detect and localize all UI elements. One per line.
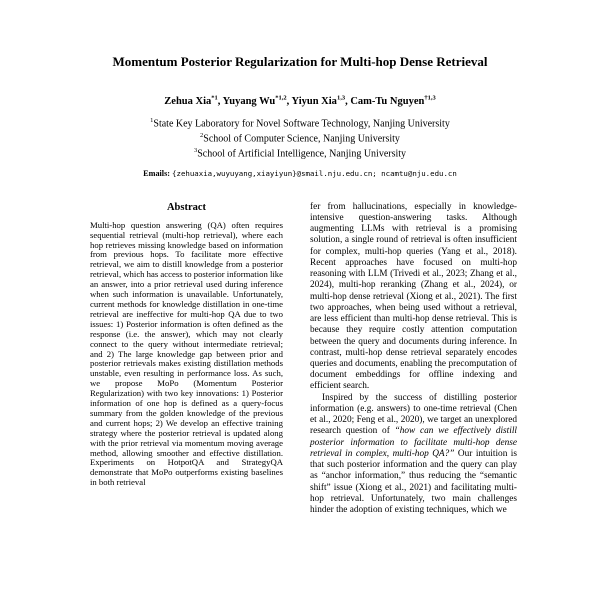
- right-column: [310, 202, 517, 517]
- emails-label: Emails:: [143, 168, 170, 178]
- research-question-italic: “how can we effectively distill posterior information to facilitate multi-hop dense retrieval in complex, multi-hop QA?”: [310, 426, 517, 459]
- abstract-text: Multi-hop question answering (QA) often requires sequential retrieval (multi-hop retrieval), where each hop retrieves missing knowledge based on information from previous hops. To facilitate more effective retrieval, we aim to distill knowledge from a posterior retrieval, which has access to posterior information like an answer, into a prior retrieval used during inference when such information is unavailable. Unfortunately, current methods for knowledge distillation in one-time retrieval are ineffective for multi-hop QA due to two issues: 1) Posterior information is often defined as the response (i.e. the answer), which may not clearly connect to the query without intermediate retrieval; and 2) The large knowledge gap between prior and posterior retrievals makes existing distillation methods unstable, even resulting in performance loss. As such, we propose MoPo (Momentum Posterior Regularization) with two key innovations: 1) Posterior information of one hop is defined as a query-focus summary from the golden knowledge of the previous and current hops; 2) We develop an effective training strategy where the posterior retrieval is updated along with the prior retrieval via momentum moving average method, allowing smoother and effective distillation. Experiments on HotpotQA and StrategyQA demonstrate that MoPo outperforms existing baselines in both retrieval: [90, 219, 283, 488]
- affiliation-text: State Key Laboratory for Novel Software Technology, Nanjing University: [153, 118, 450, 130]
- paragraph-text: Our intuition is that such posterior information and the query can play as “anchor information,” thus reducing the “semantic shift” issue (Xiong et al., 2021) and facilitating multi-hop retrieval. Unfortunately, two main challenges hinder the adoption of existing techniques, which we: [310, 448, 518, 516]
- author-separator: ,: [217, 95, 223, 107]
- affiliation-marker: 2: [200, 132, 204, 140]
- two-column-body: [83, 202, 517, 517]
- affiliations: [83, 116, 517, 162]
- affiliation-line: [83, 116, 517, 131]
- emails-line: [83, 169, 517, 178]
- author-affil-marker: 1,3: [336, 94, 346, 102]
- author-separator: ,: [286, 95, 292, 107]
- left-column: [83, 202, 290, 517]
- author: Cam-Tu Nguyen$^{\dagger 1,3}$: [350, 94, 436, 107]
- author-affil-marker: †1,3: [424, 94, 436, 102]
- author: Zehua Xia$^{*1}$,: [164, 94, 223, 107]
- paragraph-text: Inspired by the success of distilling posterior information (e.g. answers) to one-time retrieval (Chen et al., 2020; Feng et al., 2020), we target an unexplored research question of: [310, 392, 517, 437]
- paper-title: Momentum Posterior Regularization for Multi-hop Dense Retrieval: [112, 54, 488, 69]
- affiliation-marker: 3: [193, 147, 198, 155]
- author: Yuyang Wu$^{*1,2}$,: [222, 94, 292, 107]
- intro-paragraph-2: [310, 393, 517, 517]
- intro-paragraph-continuation: fer from hallucinations, especially in knowledge-intensive question-answering tasks. Although augmenting LLMs with retrieval is a promising solution, a single round of retrieval is often insufficient for complex, multi-hop queries (Yang et al., 2018). Recent approaches have focused on multi-hop reasoning with LLM (Trivedi et al., 2023; Zhang et al., 2024), multi-hop reranking (Zhang et al., 2024), or multi-hop dense retrieval (Xiong et al., 2021). The first two approaches, when being used without a retrieval, are less efficient than multi-hop dense retrieval. This is because they require costly attention computation between the query and documents during inference. In contrast, multi-hop dense retrieval separately encodes queries and documents, enabling the precomputation of document embeddings for offline indexing and efficient search.: [310, 201, 517, 392]
- abstract-heading: Abstract: [166, 201, 207, 213]
- affiliation-marker: 1: [150, 116, 154, 124]
- author: Yiyun Xia$^{1,3}$,: [291, 94, 351, 107]
- author-affil-marker: *1,2: [275, 94, 287, 102]
- affiliation-text: School of Artificial Intelligence, Nanjing University: [197, 148, 407, 160]
- affiliation-text: School of Computer Science, Nanjing University: [203, 133, 400, 145]
- author-line: [83, 94, 517, 107]
- affiliation-line: [83, 131, 517, 146]
- author-separator: ,: [345, 95, 351, 107]
- author-affil-marker: *1: [211, 94, 218, 102]
- affiliation-line: [83, 146, 517, 161]
- emails-text: {zehuaxia,wuyuyang,xiayiyun}@smail.nju.edu.cn; ncamtu@nju.edu.cn: [172, 168, 457, 178]
